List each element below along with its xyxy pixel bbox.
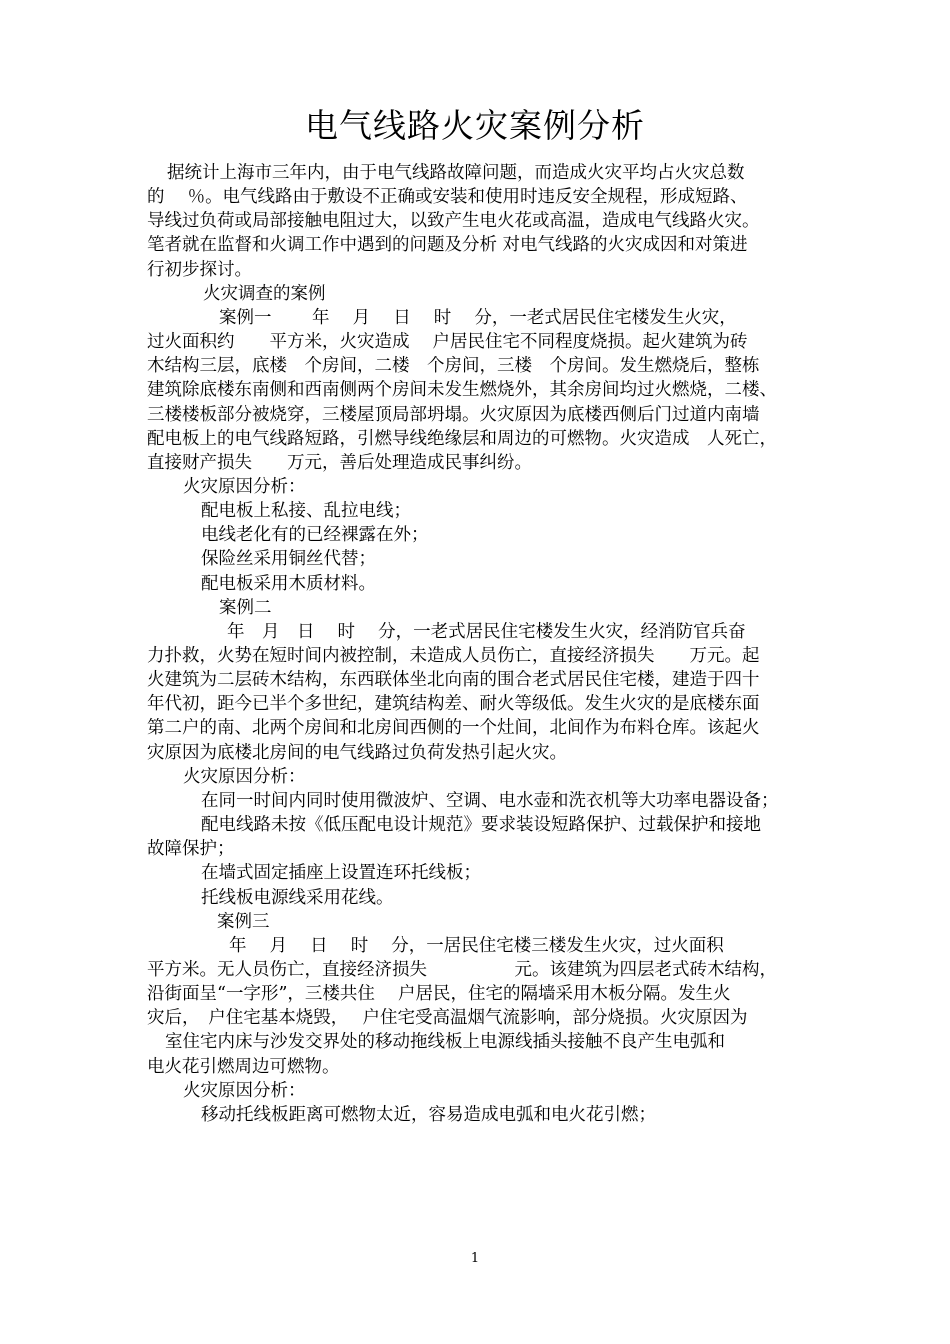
text-line: 电线老化有的已经裸露在外； — [201, 525, 429, 546]
text-line: 的 ％。电气线路由于敷设不正确或安装和使用时违反安全规程，形成短路、 — [147, 187, 748, 208]
text-line: 笔者就在监督和火调工作中遇到的问题及分析 对电气线路的火灾成因和对策进 — [147, 235, 748, 256]
text-line: 第二户的南、北两个房间和北房间西侧的一个灶间，北间作为布料仓库。该起火 — [147, 718, 760, 739]
text-line: 导线过负荷或局部接触电阻过大，以致产生电火花或高温，造成电气线路火灾。 — [147, 211, 760, 232]
text-line: 在同一时间内同时使用微波炉、空调、电水壶和洗衣机等大功率电器设备； — [201, 790, 779, 811]
text-line: 火灾原因分析： — [183, 766, 306, 787]
text-line: 木结构三层，底楼 个房间，二楼 个房间，三楼 个房间。发生燃烧后，整栋 — [147, 356, 760, 377]
text-line: 保险丝采用铜丝代替； — [201, 549, 376, 570]
text-line: 火灾原因分析： — [183, 1080, 306, 1101]
text-line: 火建筑为二层砖木结构，东西联体坐北向南的围合老式居民住宅楼，建造于四十 — [147, 670, 760, 691]
text-line: 移动托线板距离可燃物太近，容易造成电弧和电火花引燃； — [201, 1104, 656, 1125]
text-line: 案例三 — [217, 911, 270, 932]
text-line: 年 月 日 时 分，一老式居民住宅楼发生火灾，经消防官兵奋 — [227, 621, 746, 642]
text-line: 配电线路未按《低压配电设计规范》要求装设短路保护、过载保护和接地 — [201, 815, 761, 836]
text-line: 直接财产损失 万元，善后处理造成民事纠纷。 — [147, 452, 532, 473]
text-line: 火灾原因分析： — [183, 476, 306, 497]
text-line: 建筑除底楼东南侧和西南侧两个房间未发生燃烧外，其余房间均过火燃烧，二楼、 — [147, 380, 777, 401]
text-line: 火灾调查的案例 — [203, 283, 326, 304]
text-line: 据统计上海市三年内，由于电气线路故障问题，而造成火灾平均占火灾总数 — [167, 163, 745, 183]
text-line: 故障保护； — [147, 839, 235, 860]
text-line: 年 月 日 时 分，一居民住宅楼三楼发生火灾，过火面积 — [229, 935, 724, 956]
text-line: 灾后， 户住宅基本烧毁， 户住宅受高温烟气流影响，部分烧损。火灾原因为 — [147, 1008, 748, 1029]
text-line: 年代初，距今已半个多世纪，建筑结构差、耐火等级低。发生火灾的是底楼东面 — [147, 694, 760, 715]
text-line: 配电板采用木质材料。 — [201, 573, 376, 594]
text-line: 案例二 — [219, 597, 272, 618]
text-line: 灾原因为底楼北房间的电气线路过负荷发热引起火灾。 — [147, 742, 567, 763]
text-line: 在墙式固定插座上设置连环托线板； — [201, 863, 481, 884]
text-line: 沿街面呈“一字形”，三楼共住 户居民，住宅的隔墙采用木板分隔。发生火 — [147, 984, 731, 1005]
text-line: 室住宅内床与沙发交界处的移动拖线板上电源线插头接触不良产生电弧和 — [165, 1032, 725, 1053]
text-line: 案例一 年 月 日 时 分，一老式居民住宅楼发生火灾， — [219, 307, 737, 328]
text-line: 行初步探讨。 — [147, 259, 252, 280]
text-line: 托线板电源线采用花线。 — [201, 887, 394, 908]
text-line: 配电板上私接、乱拉电线； — [201, 501, 411, 522]
text-line: 力扑救，火势在短时间内被控制，未造成人员伤亡，直接经济损失 万元。起 — [147, 646, 760, 666]
text-line: 配电板上的电气线路短路，引燃导线绝缘层和周边的可燃物。火灾造成 人死亡， — [147, 428, 777, 449]
page-number: 1 — [470, 1251, 480, 1266]
text-line: 三楼楼板部分被烧穿，三楼屋顶局部坍塌。火灾原因为底楼西侧后门过道内南墙 — [147, 404, 760, 425]
text-line: 过火面积约 平方米，火灾造成 户居民住宅不同程度烧损。起火建筑为砖 — [147, 332, 748, 353]
document-title: 电气线路火灾案例分析 — [305, 106, 645, 145]
text-line: 电火花引燃周边可燃物。 — [147, 1056, 340, 1077]
text-line: 平方米。无人员伤亡，直接经济损失 元。该建筑为四层老式砖木结构， — [147, 959, 777, 980]
